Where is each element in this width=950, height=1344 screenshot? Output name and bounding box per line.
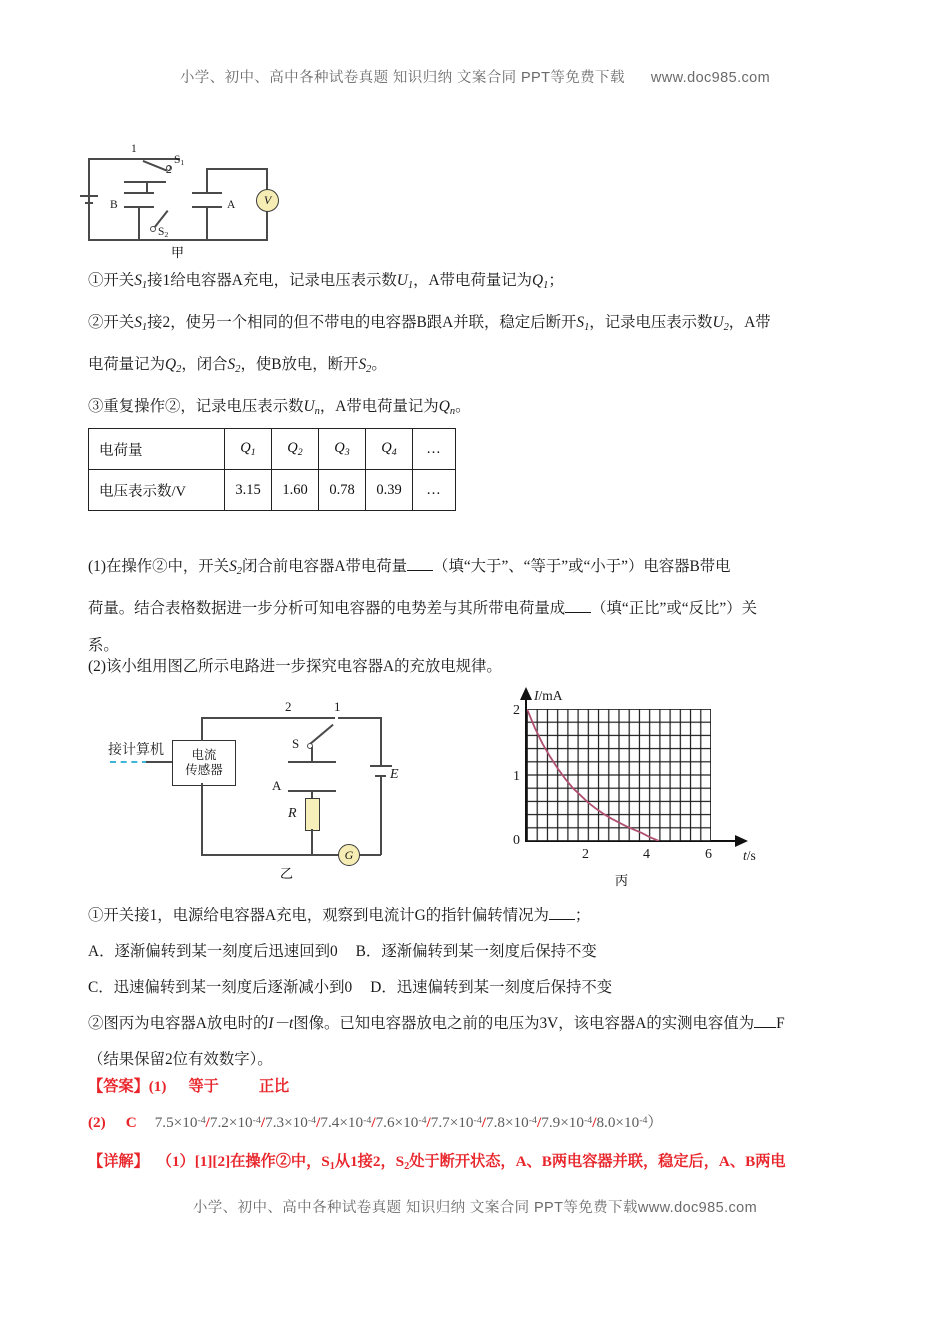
answer-1-value-2: 正比 (258, 1078, 290, 1095)
capacitor-b-plate-top (124, 192, 154, 194)
wire-capb-bottom (138, 206, 140, 240)
sensor-label-line2: 传感器 (185, 763, 223, 777)
computer-connection-label: 接计算机 (108, 743, 164, 758)
answer-2-choice: C (125, 1114, 137, 1132)
battery-long-plate (80, 195, 98, 197)
explanation-line-1: 【详解】 （1）[1][2]在操作②中，$S_1$从1接2，$S_2$处于断开状态，A、B两电容器并联，稳定后，A、B两电 (88, 1153, 786, 1172)
answer-capacitance-value: $7.2\times 10^{-4}$ (209, 1114, 261, 1132)
capacitor-a-label-yi: A (272, 778, 282, 793)
chart-bing (500, 685, 760, 888)
answer-value-separator: / (316, 1114, 321, 1132)
question-1-line-2: 荷量。结合表格数据进一步分析可知电容器的电势差与其所带电荷量成 （填“正比”或“反比”）关 (88, 599, 757, 617)
question-1 (88, 548, 878, 664)
answer-value-separator: / (592, 1114, 597, 1132)
option-a[interactable]: A．逐渐偏转到某一刻度后迅速回到0 (88, 943, 338, 960)
answer-tag: 【答案】 (88, 1078, 149, 1095)
step-3: ③重复操作②，记录电压表示数$U_n$，A带电荷量记为$Q_n$。 (88, 397, 471, 417)
x-tick-4: 4 (643, 847, 650, 862)
emf-long-plate (370, 765, 392, 767)
step-2-line1: ②开关$S_1$接2，使另一个相同的但不带电的电容器B跟A并联，稳定后断开$S_1$，记录电压表示数$U_2$，A带 (88, 313, 771, 333)
answer-blank-3[interactable] (549, 919, 575, 920)
resistor-label: R (288, 806, 297, 821)
figure-jia-caption: 甲 (171, 245, 185, 260)
table-header-charge: 电荷量 (89, 429, 225, 470)
y-axis-label: I/mA (534, 688, 563, 703)
wire-to-sensor (146, 761, 172, 763)
answer-capacitance-value: $7.5\times 10^{-4}$ (154, 1114, 206, 1132)
header-url: www.doc985.com (650, 70, 771, 86)
answer-value-separator: / (481, 1114, 486, 1132)
footer-url: www.doc985.com (637, 1200, 758, 1216)
answer-capacitance-value: $7.4\times 10^{-4}$ (320, 1114, 372, 1132)
table-cell-u1: 3.15 (225, 470, 272, 511)
switch-s-arm[interactable] (309, 724, 333, 745)
q2-sub-2: ②图丙为电容器A放电时的I－t图像。已知电容器放电之前的电压为3V，该电容器A的实测电容值为 F (88, 1015, 785, 1032)
step-1: ①开关$S_1$接1给电容器A充电，记录电压表示数$U_1$，A带电荷量记为$Q_1$； (88, 272, 564, 291)
answer-blank-2[interactable] (565, 612, 591, 613)
current-sensor-box (172, 740, 236, 786)
switch-s1-label: $S_1$ (174, 154, 185, 168)
wire-right-down (380, 717, 382, 767)
wire-top-right-yi (338, 717, 382, 719)
wire-sensor-top (201, 717, 203, 741)
wire-r-to-bottom (311, 829, 313, 855)
position-2-label: 2 (285, 699, 292, 714)
header-text: 小学、初中、高中各种试卷真题 知识归纳 文案合同 PPT等免费下载 (179, 70, 625, 86)
question-2-intro: (2)该小组用图乙所示电路进一步探究电容器A的充放电规律。 (88, 658, 502, 675)
y-tick-1: 1 (513, 769, 520, 784)
wire-capa-top (206, 168, 208, 192)
x-tick-2: 2 (582, 847, 589, 862)
wire-top-right (206, 168, 267, 170)
emf-label: E (390, 767, 399, 782)
x-axis-arrow (734, 834, 749, 848)
table-cell-u4: 0.39 (366, 470, 413, 511)
capacitor-a-plate-top (192, 192, 222, 194)
table-cell-q4: $Q_4$ (366, 429, 413, 470)
table-row (89, 470, 456, 511)
answer-capacitance-value: $7.9\times 10^{-4}$ (541, 1114, 593, 1132)
wire-sensor-bottom (201, 783, 203, 855)
table-header-voltage: 电压表示数/V (89, 470, 225, 511)
answer-capacitance-value: $8.0\times 10^{-4}$ (596, 1114, 648, 1132)
explanation-block (88, 1145, 888, 1184)
wire-left (88, 158, 90, 240)
switch-s1-arm[interactable] (143, 160, 168, 171)
question-2-sub (88, 898, 888, 1078)
answer-value-separator: / (426, 1114, 431, 1132)
wire-capa-bottom (206, 206, 208, 240)
plot-grid (527, 709, 711, 841)
table-cell-u3: 0.78 (319, 470, 366, 511)
switch-position-2-label: 2 (166, 164, 172, 176)
wire-to-capa (311, 747, 313, 762)
question-1-line-1: (1)在操作②中，开关$S_2$闭合前电容器A带电荷量 （填“大于”、“等于”或“小于”）电容器B带电 (88, 558, 731, 577)
switch-s2-label: $S_2$ (158, 226, 169, 240)
figure-bing-caption: 丙 (615, 873, 629, 888)
answer-line-2: (2) C $7.5\times 10^{-4}/7.2\times 10^{-4}/7.3\times 10^{-4}/7.4\times 10^{-4}/7.6\times 10^{-4}/7.7\times 10^{-4}/7.8\times 10^{-4}/7.9\times 10^{-4}/8.0\times 10^{-4}$） (88, 1114, 663, 1132)
answer-capacitance-value: $7.3\times 10^{-4}$ (265, 1114, 317, 1132)
answer-line-1: 【答案】(1) 等于 正比 (88, 1078, 290, 1095)
page-header (0, 66, 950, 87)
step-2-line2: 电荷量记为$Q_2$，闭合$S_2$，使B放电，断开$S_2$。 (88, 355, 387, 375)
answer-1-value-1: 等于 (188, 1078, 219, 1095)
answer-blank-1[interactable] (407, 570, 433, 571)
q2-options-row-1 (88, 934, 888, 970)
sensor-label-line1: 电流 (191, 748, 217, 762)
wire-top-to-switch (201, 717, 335, 719)
position-1-label: 1 (334, 699, 341, 714)
capacitor-b-label: B (110, 199, 118, 211)
galvanometer: G (338, 844, 360, 866)
circuit-diagram-yi (108, 695, 440, 885)
option-b[interactable]: B．逐渐偏转到某一刻度后保持不变 (355, 943, 597, 960)
wire-branch2-top (124, 181, 166, 183)
switch-s-label: S (292, 736, 300, 751)
circuit-diagram-jia (88, 140, 283, 258)
page-footer (0, 1196, 950, 1217)
switch-s2-pivot (150, 226, 156, 232)
footer-text: 小学、初中、高中各种试卷真题 知识归纳 文案合同 PPT等免费下载 (192, 1200, 638, 1216)
table-row (89, 429, 456, 470)
wire-capa-to-r (311, 790, 313, 798)
wire-right-down2 (380, 775, 382, 855)
table-cell-u2: 1.60 (272, 470, 319, 511)
answer-capacitance-value: $7.8\times 10^{-4}$ (486, 1114, 537, 1132)
question-1-line-3: 系。 (88, 636, 119, 654)
table-cell-q2: $Q_2$ (272, 429, 319, 470)
voltmeter: V (256, 189, 279, 212)
answer-value-separator: / (260, 1114, 266, 1132)
table-cell-q1: $Q_1$ (225, 429, 272, 470)
table-cell-q3: $Q_3$ (319, 429, 366, 470)
table-cell-ellipsis-2: … (413, 470, 456, 511)
y-axis-arrow (519, 687, 533, 701)
answer-value-separator: / (205, 1114, 210, 1132)
answer-value-separator: / (536, 1114, 542, 1132)
wire-bottom (88, 239, 268, 241)
y-tick-2: 2 (513, 703, 520, 718)
capacitor-a-label: A (227, 199, 236, 211)
option-c[interactable]: C．迅速偏转到某一刻度后逐渐减小到0 (88, 979, 353, 996)
y-tick-0: 0 (513, 833, 520, 848)
switch-position-1-label: 1 (131, 143, 137, 155)
x-axis-label: t/s (743, 848, 756, 863)
answer-block (88, 1070, 888, 1140)
wire-top-left (88, 158, 180, 160)
experiment-steps (88, 262, 888, 430)
battery-short-plate (85, 202, 93, 204)
q2-sub-2-line2: （结果保留2位有效数字）。 (88, 1051, 273, 1068)
option-d[interactable]: D．迅速偏转到某一刻度后保持不变 (370, 979, 613, 996)
q2-options-row-2 (88, 970, 888, 1006)
answer-blank-4[interactable] (754, 1027, 776, 1028)
capacitor-a-plate-top-yi (288, 761, 336, 763)
answer-2-values (155, 1114, 648, 1131)
resistor-r (305, 798, 320, 831)
dashed-connector (110, 761, 148, 763)
answer-value-separator: / (371, 1114, 376, 1132)
explanation-tag: 【详解】 (88, 1153, 149, 1170)
x-tick-6: 6 (705, 847, 712, 862)
answer-capacitance-value: $7.7\times 10^{-4}$ (430, 1114, 482, 1132)
wire-bottom-left-yi (201, 854, 341, 856)
q2-sub-1: ①开关接1，电源给电容器A充电，观察到电流计G的指针偏转情况为 ； (88, 907, 591, 924)
figure-yi-caption: 乙 (280, 866, 294, 881)
measurement-table (88, 428, 456, 511)
wire-bottom-right-yi (358, 854, 381, 856)
answer-capacitance-value: $7.6\times 10^{-4}$ (375, 1114, 427, 1132)
table-cell-ellipsis-1: … (413, 429, 456, 470)
